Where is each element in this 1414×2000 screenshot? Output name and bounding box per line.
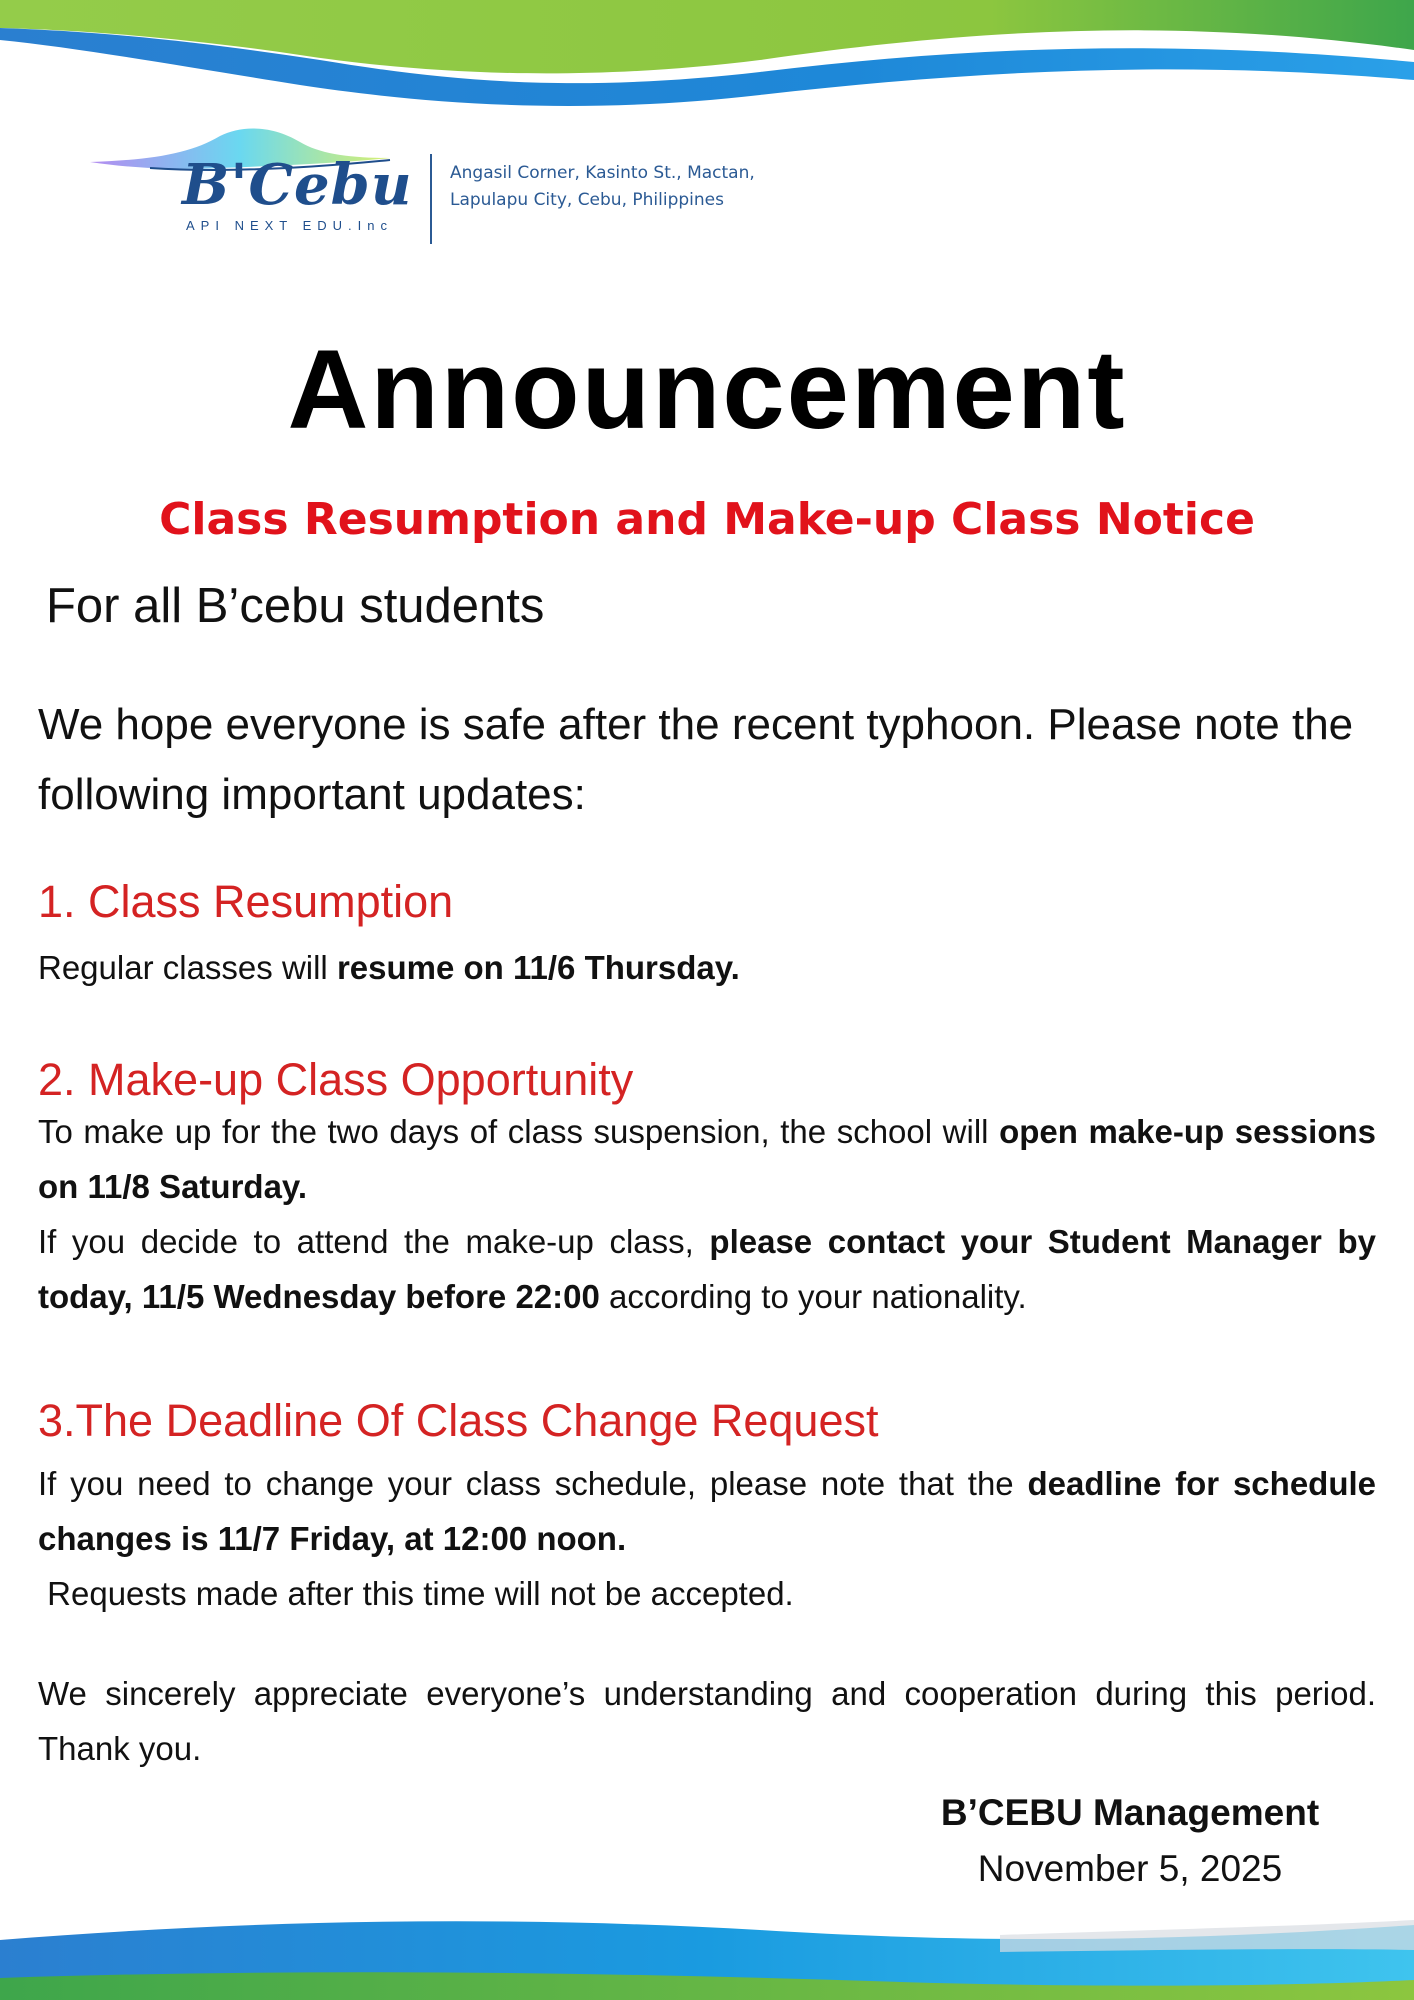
section-3-p1-a: If you need to change your class schedule, please note that the (38, 1465, 1028, 1502)
closing-paragraph: We sincerely appreciate everyone’s understanding and cooperation during this period. Thank you. (38, 1675, 1376, 1767)
top-wave-decoration (0, 0, 1414, 110)
page-title: Announcement (287, 327, 1127, 452)
section-3-text (38, 1456, 1376, 1621)
signature-organization: B’CEBU Management (940, 1792, 1320, 1833)
section-2-paragraph-2 (38, 1214, 1376, 1324)
header-divider (430, 154, 432, 244)
bottom-wave-decoration (0, 1890, 1414, 2000)
signature-date: November 5, 2025 (977, 1848, 1283, 1889)
section-3-paragraph-1 (38, 1456, 1376, 1566)
section-2-heading: 2. Make-up Class Opportunity (38, 1054, 634, 1105)
logo-wordmark: B'Cebu (182, 152, 413, 218)
school-address (450, 160, 790, 214)
address-line-2: Lapulapu City, Cebu, Philippines (450, 190, 724, 210)
section-2-p2-c: according to your nationality. (599, 1278, 1027, 1315)
section-1-text-a: Regular classes will (38, 949, 337, 986)
audience-line: For all B’cebu students (46, 579, 545, 633)
section-2-p1-bold: open make-up sessions on 11/8 Saturday. (38, 1113, 1376, 1205)
notice-subtitle: Class Resumption and Make-up Class Notice (159, 494, 1255, 545)
section-2-paragraph-1 (38, 1104, 1376, 1214)
section-3-paragraph-2: Requests made after this time will not be accepted. (38, 1575, 794, 1612)
section-2-text (38, 1104, 1376, 1324)
section-2-p1-a: To make up for the two days of class suspension, the school will (38, 1113, 1000, 1150)
intro-paragraph: We hope everyone is safe after the recent typhoon. Please note the following important updates: (38, 700, 1354, 819)
section-1-heading: 1. Class Resumption (38, 876, 454, 927)
section-3-p1-bold: deadline for schedule changes is 11/7 Friday, at 12:00 noon. (38, 1465, 1377, 1557)
section-2-p2-a: If you decide to attend the make-up class, (38, 1223, 710, 1260)
address-line-1: Angasil Corner, Kasinto St., Mactan, (450, 163, 755, 183)
logo-subtext: API NEXT EDU.Inc (186, 218, 394, 233)
section-3-heading: 3.The Deadline Of Class Change Request (38, 1395, 879, 1446)
section-1-text (38, 940, 1376, 995)
section-1-text-bold: resume on 11/6 Thursday. (336, 949, 740, 986)
section-2-p2-bold: please contact your Student Manager by today, 11/5 Wednesday before 22:00 (38, 1223, 1376, 1315)
letterhead (90, 118, 790, 248)
